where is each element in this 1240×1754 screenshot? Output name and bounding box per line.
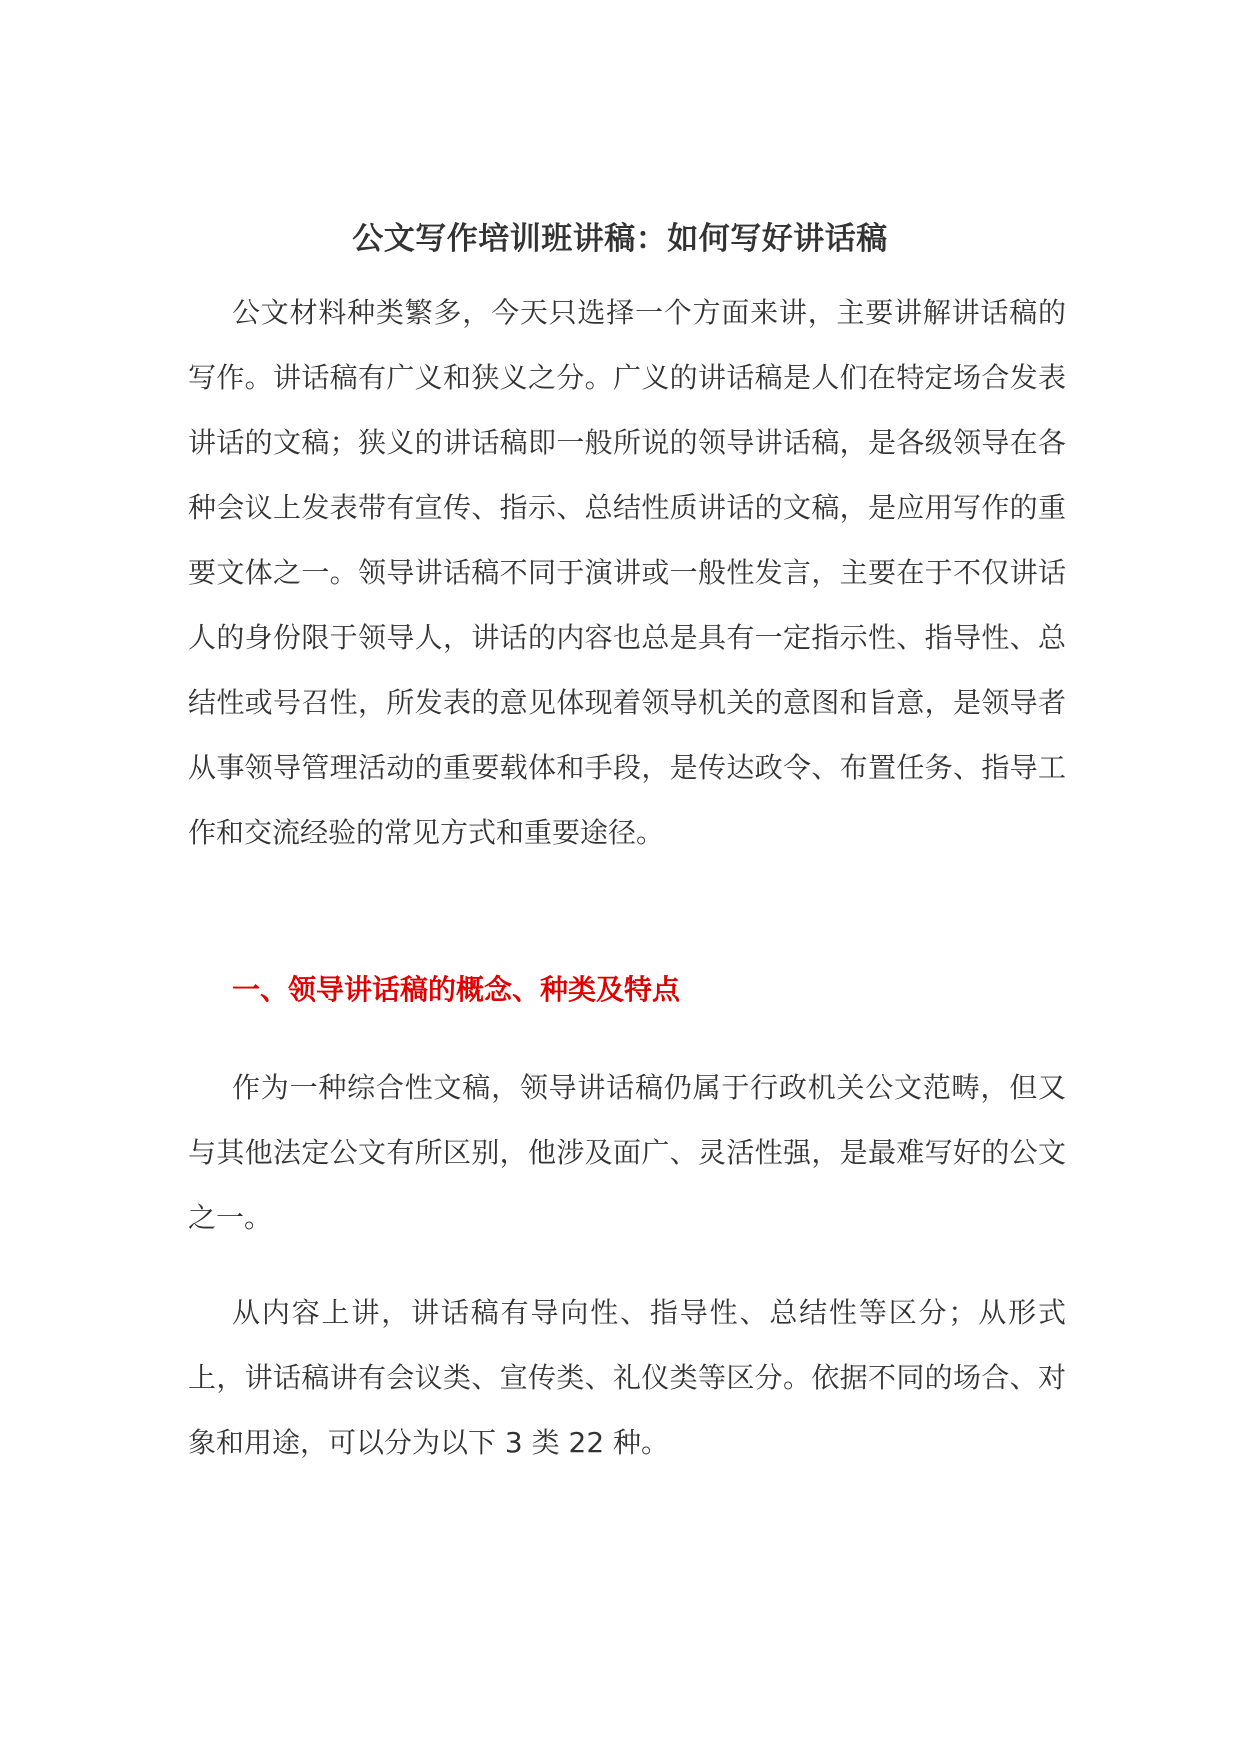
section-paragraph-2: 从内容上讲，讲话稿有导向性、指导性、总结性等区分；从形式上，讲话稿讲有会议类、宣传类、礼仪类等区分。依据不同的场合、对象和用途，可以分为以下 3 类 22 种。: [188, 1296, 1066, 1459]
document-title: 公文写作培训班讲稿：如何写好讲话稿: [352, 220, 888, 257]
intro-paragraph: 公文材料种类繁多，今天只选择一个方面来讲，主要讲解讲话稿的写作。讲话稿有广义和狭义之分。广义的讲话稿是人们在特定场合发表讲话的文稿；狭义的讲话稿即一般所说的领导讲话稿，是各级领导在各种会议上发表带有宣传、指示、总结性质讲话的文稿，是应用写作的重要文体之一。领导讲话稿不同于演讲或一般性发言，主要在于不仅讲话人的身份限于领导人，讲话的内容也总是具有一定指示性、指导性、总结性或号召性，所发表的意见体现着领导机关的意图和旨意，是领导者从事领导管理活动的重要载体和手段，是传达政令、布置任务、指导工作和交流经验的常见方式和重要途径。: [188, 296, 1066, 849]
section-paragraph-1: 作为一种综合性文稿，领导讲话稿仍属于行政机关公文范畴，但又与其他法定公文有所区别，他涉及面广、灵活性强，是最难写好的公文之一。: [188, 1071, 1066, 1234]
section-heading: 一、领导讲话稿的概念、种类及特点: [232, 973, 681, 1006]
